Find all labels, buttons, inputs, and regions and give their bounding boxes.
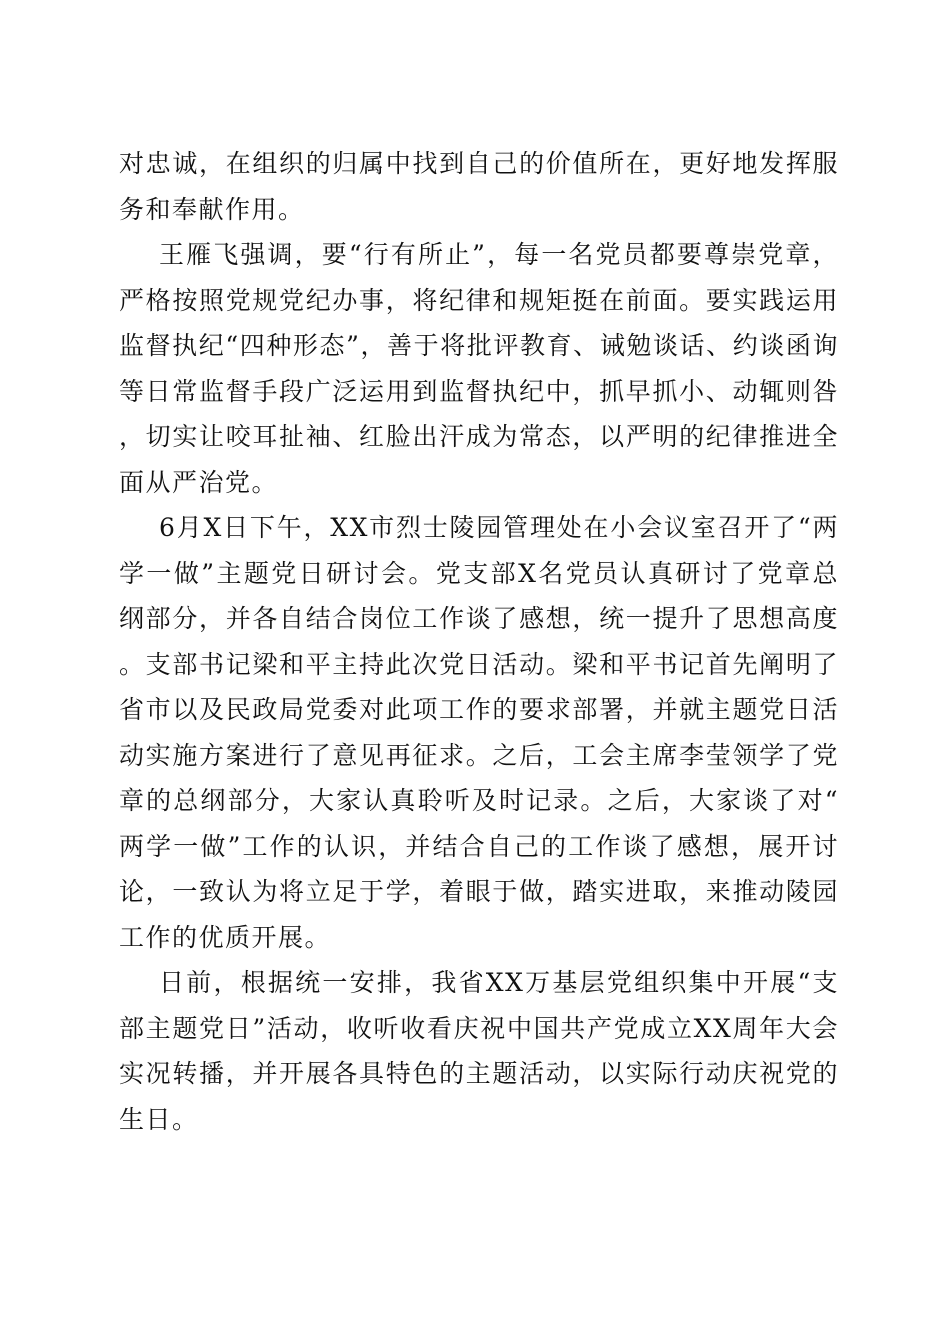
paragraph-3: 6月X日下午，XX市烈士陵园管理处在小会议室召开了“两学一做”主题党日研讨会。党支部X名党员认真研讨了党章总纲部分，并各自结合岗位工作谈了感想，统一提升了思想高度。支部书记梁和平主持此次党日活动。梁和平书记首先阐明了省市以及民政局党委对此项工作的要求部署，并就主题党日活动实施方案进行了意见再征求。之后，工会主席李莹领学了党章的总纲部分，大家认真聆听及时记录。之后，大家谈了对“两学一做”工作的认识，并结合自己的工作谈了感想，展开讨论，一致认为将立足于学，着眼于做，踏实进取，来推动陵园工作的优质开展。: [119, 513, 839, 952]
paragraph-1: 对忠诚，在组织的归属中找到自己的价值所在，更好地发挥服务和奉献作用。: [119, 149, 839, 224]
paragraph-4: 日前，根据统一安排，我省XX万基层党组织集中开展“支部主题党日”活动，收听收看庆祝中国共产党成立XX周年大会实况转播，并开展各具特色的主题活动，以实际行动庆祝党的生日。: [119, 968, 839, 1134]
paragraph-2: 王雁飞强调，要“行有所止”，每一名党员都要尊崇党章，严格按照党规党纪办事，将纪律和规矩挺在前面。要实践运用监督执纪“四种形态”，善于将批评教育、诫勉谈话、约谈函询等日常监督手段广泛运用到监督执纪中，抓早抓小、动辄则咎，切实让咬耳扯袖、红脸出汗成为常态，以严明的纪律推进全面从严治党。: [119, 240, 839, 497]
document-body: [119, 141, 839, 1142]
